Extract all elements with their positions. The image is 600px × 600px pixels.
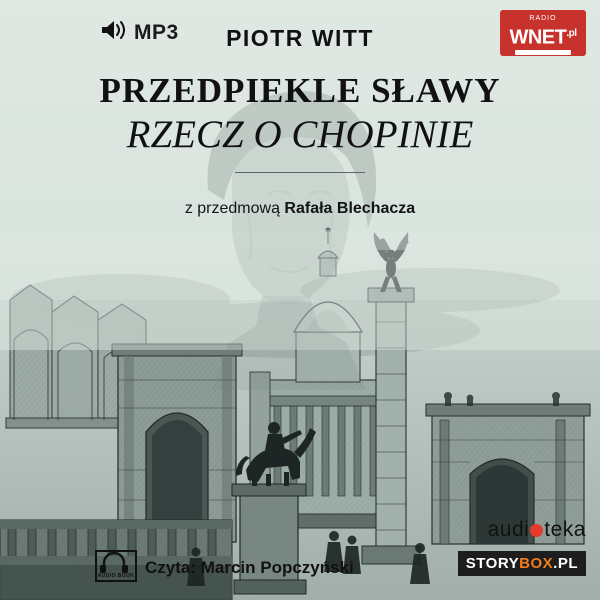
audioteka-logo [488,518,586,542]
radio-wnet-top-label: RADIO [529,15,557,22]
title-divider [235,172,365,173]
radio-wnet-word: WNET [509,26,567,49]
storybox-part-3: .PL [553,555,578,572]
title-line-2: RZECZ O CHOPINIE [126,113,474,156]
audiobook-mark-label: AUDIO BOOK [97,573,135,579]
foreword-author: Rafała Blechacza [284,200,416,217]
foreword-prefix: z przedmową [184,200,285,217]
radio-wnet-domain: .pl [566,28,577,39]
storybox-part-2: BOX [519,555,554,572]
reader-credit: Czyta: Marcin Popczyński [145,558,354,577]
author-name: PIOTR WITT [226,25,374,51]
radio-wnet-underline [515,50,571,55]
title-block [0,70,600,173]
storybox-logo [458,551,586,576]
audiobook-mark [95,550,137,582]
audioteka-dot-icon [530,524,543,537]
audioteka-part-1: audi [487,518,530,541]
radio-wnet-logo [500,10,586,56]
title-line-1: PRZEDPIEKLE SŁAWY [99,71,501,110]
storybox-part-1: STORY [465,555,520,572]
mp3-label: MP3 [134,20,179,44]
radio-wnet-name [500,23,586,49]
foreword-credit [0,200,600,218]
audioteka-part-2: teka [544,518,586,541]
